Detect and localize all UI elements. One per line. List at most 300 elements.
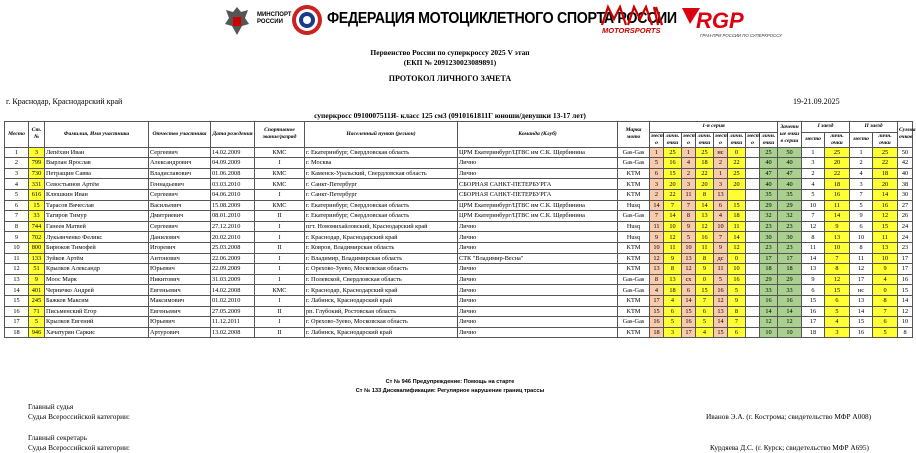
sum-cell: 10 — [898, 317, 913, 328]
series-place-cell: 6 — [650, 168, 664, 179]
series-total-cell: 10 — [778, 327, 802, 338]
ministry-name: МИНСПОРТ РОССИИ — [257, 12, 292, 25]
table-row — [5, 211, 913, 222]
series-points-cell: 0 — [728, 147, 746, 158]
series-points-cell: 23 — [760, 221, 778, 232]
series-place-cell: 4 — [714, 211, 728, 222]
patronymic-cell: Данилович — [149, 232, 211, 243]
name-cell: Петращин Савва — [45, 168, 149, 179]
team-cell: Лично — [458, 327, 618, 338]
city-cell: рп. Глубокий, Ростовская область — [305, 306, 458, 317]
series-place-cell — [746, 327, 760, 338]
sum-cell: 17 — [898, 253, 913, 264]
table-row — [5, 179, 913, 190]
series-points-cell — [728, 189, 746, 200]
name-cell: Лукьянченко Феликс — [45, 232, 149, 243]
table-row — [5, 274, 913, 285]
series-place-cell: 15 — [714, 327, 728, 338]
series-points-cell: 15 — [696, 285, 714, 296]
bike-cell: KTM — [618, 327, 650, 338]
sum-cell: 26 — [898, 211, 913, 222]
place-cell: 10 — [5, 242, 29, 253]
race1-points-cell: 8 — [825, 264, 850, 275]
patronymic-cell: Никитович — [149, 274, 211, 285]
series-place-cell: 16 — [682, 317, 696, 328]
patronymic-cell: Сергеевич — [149, 189, 211, 200]
bike-cell: KTM — [618, 253, 650, 264]
col-race1: I заезд — [802, 122, 850, 133]
col-r1-place: место — [802, 132, 825, 147]
sum-cell: 23 — [898, 242, 913, 253]
series-points-cell: 25 — [664, 147, 682, 158]
rgp-logo-icon — [680, 4, 782, 40]
birth-cell: 14.02.2009 — [211, 147, 255, 158]
place-cell: 8 — [5, 221, 29, 232]
col-s-place: мест о — [747, 132, 761, 146]
city-cell: г. Каменск-Уральский, Свердловская область — [305, 168, 458, 179]
city-cell: пгт. Новомихайловский, Краснодарский край — [305, 221, 458, 232]
rank-cell: I — [255, 158, 305, 169]
series-points-cell: 16 — [728, 274, 746, 285]
series-points-cell: 13 — [664, 274, 682, 285]
name-cell: Севостьянов Артём — [45, 179, 149, 190]
patronymic-cell: Геннадьевич — [149, 179, 211, 190]
race2-points-cell: 7 — [873, 306, 898, 317]
series-points-cell: 6 — [728, 327, 746, 338]
rank-cell: I — [255, 274, 305, 285]
race1-points-cell: 7 — [825, 253, 850, 264]
series-place-cell: 2 — [650, 189, 664, 200]
svg-text:MOTORSPORTS: MOTORSPORTS — [602, 26, 661, 35]
race2-place-cell: 8 — [850, 242, 873, 253]
series-place-cell: 12 — [682, 264, 696, 275]
bike-cell: Gas-Gas — [618, 317, 650, 328]
mmt-motorsports-logo-icon — [598, 5, 664, 35]
series-total-cell: 18 — [778, 264, 802, 275]
name-cell: Хачатурян Саркис — [45, 327, 149, 338]
city-cell: г. Екатеринбург, Свердловская область — [305, 200, 458, 211]
patronymic-cell: Максимович — [149, 295, 211, 306]
series-points-cell: 12 — [728, 242, 746, 253]
series-total-cell: 50 — [778, 147, 802, 158]
race2-points-cell: 11 — [873, 232, 898, 243]
patronymic-cell: Дмитриевич — [149, 211, 211, 222]
series-points-cell: 5 — [728, 285, 746, 296]
series-place-cell: 3 — [714, 179, 728, 190]
col-series: 1-я серия — [650, 122, 778, 133]
sum-cell: 24 — [898, 232, 913, 243]
series-points-cell: 0 — [728, 253, 746, 264]
series-points-cell: 16 — [664, 158, 682, 169]
series-place-cell — [746, 253, 760, 264]
birth-cell: 01.02.2010 — [211, 295, 255, 306]
birth-cell: 15.08.2009 — [211, 200, 255, 211]
series-points-cell: 20 — [728, 179, 746, 190]
race2-points-cell: 4 — [873, 274, 898, 285]
table-row — [5, 168, 913, 179]
series-points-cell: 14 — [728, 232, 746, 243]
race2-place-cell: 3 — [850, 179, 873, 190]
series-total-cell: 40 — [778, 179, 802, 190]
race1-place-cell: 5 — [802, 189, 825, 200]
race1-points-cell: 9 — [825, 221, 850, 232]
ekp-number: (ЕКП № 2091230023089891) — [403, 58, 497, 67]
col-s-points: личн. очки — [728, 132, 746, 147]
start-number-cell: 51 — [29, 264, 45, 275]
bike-cell: KTM — [618, 306, 650, 317]
race1-points-cell: 12 — [825, 274, 850, 285]
series-points-cell: 18 — [696, 158, 714, 169]
series-points-cell: 12 — [760, 317, 778, 328]
federation-logo-icon — [291, 4, 323, 36]
sum-cell: 27 — [898, 200, 913, 211]
start-number-cell: 9 — [29, 274, 45, 285]
table-row — [5, 253, 913, 264]
race1-place-cell: 7 — [802, 211, 825, 222]
race2-points-cell: 18 — [873, 168, 898, 179]
place-cell: 18 — [5, 327, 29, 338]
rank-cell: I — [255, 317, 305, 328]
rank-cell: I — [255, 221, 305, 232]
chief-secretary-title: Главный секретарь — [28, 433, 88, 442]
race1-place-cell: 17 — [802, 317, 825, 328]
series-place-cell — [746, 285, 760, 296]
bike-cell: KTM — [618, 179, 650, 190]
series-total-cell: 29 — [778, 200, 802, 211]
col-bike: Марка мото — [618, 122, 650, 148]
sum-cell: 42 — [898, 158, 913, 169]
series-place-cell: 10 — [650, 242, 664, 253]
birth-cell: 01.06.2008 — [211, 168, 255, 179]
series-points-cell: 6 — [664, 306, 682, 317]
birth-cell: 27.12.2010 — [211, 221, 255, 232]
birth-cell: 03.03.2010 — [211, 179, 255, 190]
series-points-cell: 15 — [728, 200, 746, 211]
race2-place-cell: 9 — [850, 211, 873, 222]
series-points-cell: 9 — [696, 264, 714, 275]
table-row — [5, 295, 913, 306]
team-cell: СТК "Владимир-Весна" — [458, 253, 618, 264]
series-points-cell: 18 — [728, 211, 746, 222]
chief-judge-name: Иванов Э.А. (г. Кострома; свидетельство МФР А008) — [706, 412, 872, 421]
series-points-cell: 13 — [696, 211, 714, 222]
series-place-cell — [746, 211, 760, 222]
col-place: Место — [5, 122, 29, 148]
series-place-cell — [746, 306, 760, 317]
race1-points-cell: 18 — [825, 179, 850, 190]
race1-place-cell: 2 — [802, 168, 825, 179]
sum-cell: 40 — [898, 168, 913, 179]
place-cell: 2 — [5, 158, 29, 169]
table-row — [5, 158, 913, 169]
series-place-cell: 5 — [682, 232, 696, 243]
series-points-cell: 5 — [664, 317, 682, 328]
bike-cell: Gas-Gas — [618, 274, 650, 285]
start-number-cell: 800 — [29, 242, 45, 253]
name-cell: Тагиров Тимур — [45, 211, 149, 222]
bike-cell: KTM — [618, 264, 650, 275]
table-header-row — [5, 122, 913, 133]
name-cell: Клюшкин Иван — [45, 189, 149, 200]
race1-place-cell: 8 — [802, 232, 825, 243]
series-points-cell: 12 — [696, 221, 714, 232]
series-points-cell: 35 — [760, 189, 778, 200]
series-place-cell: 6 — [682, 285, 696, 296]
name-cell: Моос Марк — [45, 274, 149, 285]
city-cell: г. Краснодар, Краснодарский край — [305, 285, 458, 296]
series-place-cell — [746, 317, 760, 328]
patronymic-cell: Евгеньевич — [149, 306, 211, 317]
series-total-cell: 32 — [778, 211, 802, 222]
bike-cell: KTM — [618, 168, 650, 179]
chief-judge-category: Судья Всероссийской категории: — [28, 412, 130, 421]
race2-place-cell: 6 — [850, 221, 873, 232]
series-place-cell — [746, 232, 760, 243]
series-total-cell: 47 — [778, 168, 802, 179]
place-cell: 4 — [5, 179, 29, 190]
results-table — [4, 121, 916, 338]
series-place-cell: 4 — [682, 158, 696, 169]
series-points-cell: 25 — [728, 168, 746, 179]
team-cell: Лично — [458, 285, 618, 296]
series-place-cell: 5 — [650, 158, 664, 169]
city-cell: г. Санкт-Петербург — [305, 179, 458, 190]
col-series-total: Зачетн ые очки в серии — [778, 122, 802, 148]
bike-cell: Husq — [618, 232, 650, 243]
col-s-points: личн. очки — [760, 132, 778, 147]
series-place-cell — [746, 200, 760, 211]
series-points-cell: 4 — [696, 327, 714, 338]
series-total-cell: 33 — [778, 285, 802, 296]
series-points-cell: 10 — [664, 221, 682, 232]
series-points-cell: 11 — [664, 242, 682, 253]
series-points-cell: 7 — [728, 317, 746, 328]
race1-place-cell: 4 — [802, 179, 825, 190]
col-r2-points: личн. очки — [873, 132, 898, 147]
series-place-cell: 2 — [714, 158, 728, 169]
race2-place-cell: 16 — [850, 327, 873, 338]
series-points-cell: 18 — [664, 285, 682, 296]
start-number-cell: 71 — [29, 306, 45, 317]
bike-cell: Husq — [618, 221, 650, 232]
rank-cell: I — [255, 295, 305, 306]
race2-points-cell: 12 — [873, 211, 898, 222]
series-points-cell: 10 — [728, 264, 746, 275]
rank-cell: II — [255, 242, 305, 253]
col-r2-place: место — [850, 132, 873, 147]
series-place-cell: 14 — [714, 317, 728, 328]
rank-cell: КМС — [255, 179, 305, 190]
series-points-cell: 8 — [728, 306, 746, 317]
series-total-cell: 14 — [778, 306, 802, 317]
birth-cell: 20.02.2010 — [211, 232, 255, 243]
series-points-cell: 22 — [664, 189, 682, 200]
series-points-cell: 22 — [728, 158, 746, 169]
team-cell: ЦРМ Екатеринбург/ЦТВС им С.К. Щербинина — [458, 211, 618, 222]
series-place-cell: 1 — [650, 147, 664, 158]
series-total-cell: 35 — [778, 189, 802, 200]
race2-place-cell: 4 — [850, 168, 873, 179]
series-points-cell: 18 — [760, 264, 778, 275]
place-cell: 14 — [5, 285, 29, 296]
race2-place-cell: 1 — [850, 147, 873, 158]
col-name: Фамилия, Имя участника — [45, 122, 149, 148]
sum-cell: 12 — [898, 306, 913, 317]
city-cell: г. Екатеринбург, Свердловская область — [305, 211, 458, 222]
table-row — [5, 189, 913, 200]
series-points-cell: 9 — [728, 295, 746, 306]
place-cell: 15 — [5, 295, 29, 306]
sum-cell: 17 — [898, 264, 913, 275]
rank-cell: КМС — [255, 168, 305, 179]
page-header — [0, 0, 900, 44]
series-place-cell: 3 — [650, 179, 664, 190]
sum-cell: 30 — [898, 189, 913, 200]
series-points-cell: 40 — [760, 179, 778, 190]
race1-place-cell: 1 — [802, 147, 825, 158]
series-place-cell — [746, 242, 760, 253]
bike-cell: KTM — [618, 242, 650, 253]
col-start-number: Ст. № — [29, 122, 45, 148]
series-points-cell: 30 — [760, 232, 778, 243]
russia-emblem-icon — [222, 4, 252, 38]
race1-place-cell: 10 — [802, 200, 825, 211]
race1-points-cell: 6 — [825, 295, 850, 306]
series-total-cell: 17 — [778, 253, 802, 264]
race1-place-cell: 3 — [802, 158, 825, 169]
series-place-cell: 14 — [650, 200, 664, 211]
team-cell: Лично — [458, 221, 618, 232]
team-cell: Лично — [458, 264, 618, 275]
start-number-cell: 133 — [29, 253, 45, 264]
series-points-cell: 9 — [664, 253, 682, 264]
series-points-cell: 20 — [696, 179, 714, 190]
series-points-cell: 29 — [760, 274, 778, 285]
series-place-cell: 1 — [714, 168, 728, 179]
table-row — [5, 232, 913, 243]
series-place-cell: 11 — [714, 264, 728, 275]
name-cell: Тарасов Вячеслав — [45, 200, 149, 211]
series-points-cell: 11 — [696, 242, 714, 253]
place-cell: 13 — [5, 274, 29, 285]
series-place-cell — [746, 295, 760, 306]
series-place-cell: 9 — [650, 232, 664, 243]
series-place-cell — [746, 264, 760, 275]
rank-cell: I — [255, 189, 305, 200]
birth-cell: 13.02.2008 — [211, 327, 255, 338]
team-cell: Лично — [458, 306, 618, 317]
city-cell: г. Ковров, Владимирская область — [305, 242, 458, 253]
series-place-cell: 11 — [682, 189, 696, 200]
team-cell: СБОРНАЯ САНКТ-ПЕТЕРБУРГА — [458, 179, 618, 190]
series-points-cell: 4 — [664, 295, 682, 306]
start-number-cell: 799 — [29, 158, 45, 169]
race1-points-cell: 14 — [825, 211, 850, 222]
series-place-cell: 5 — [714, 274, 728, 285]
team-cell: Лично — [458, 168, 618, 179]
series-points-cell: 29 — [760, 200, 778, 211]
series-points-cell: 5 — [696, 317, 714, 328]
series-place-cell: 10 — [714, 221, 728, 232]
place-cell: 3 — [5, 168, 29, 179]
race1-points-cell: 5 — [825, 306, 850, 317]
race2-points-cell: 16 — [873, 200, 898, 211]
table-row — [5, 221, 913, 232]
race2-place-cell: 10 — [850, 232, 873, 243]
class-title: суперкросс 0910007511Я- класс 125 см3 (0910161811Г юноши/девушки 13-17 лет) — [314, 111, 586, 120]
series-place-cell: 3 — [682, 179, 696, 190]
team-cell: Лично — [458, 295, 618, 306]
patronymic-cell: Сергеевич — [149, 221, 211, 232]
race1-points-cell: 25 — [825, 147, 850, 158]
start-number-cell: 331 — [29, 179, 45, 190]
series-place-cell: 15 — [682, 306, 696, 317]
start-number-cell: 15 — [29, 200, 45, 211]
series-points-cell: 6 — [696, 306, 714, 317]
series-points-cell: 23 — [760, 242, 778, 253]
series-points-cell: 12 — [664, 232, 682, 243]
patronymic-cell: Игоревич — [149, 242, 211, 253]
series-place-cell — [746, 189, 760, 200]
city-cell: г. Краснодар, Краснодарский край — [305, 232, 458, 243]
col-r1-points: личн. очки — [825, 132, 850, 147]
col-s-points: личн. очки — [664, 132, 682, 147]
series-place-cell: 13 — [714, 306, 728, 317]
name-cell: Бирюков Тимофей — [45, 242, 149, 253]
series-place-cell: 9 — [682, 221, 696, 232]
series-points-cell: 32 — [760, 211, 778, 222]
protocol-title: ПРОТОКОЛ ЛИЧНОГО ЗАЧЕТА — [388, 74, 512, 83]
series-place-cell: 9 — [714, 242, 728, 253]
event-date: 19-21.09.2025 — [793, 97, 840, 106]
series-place-cell: 8 — [650, 274, 664, 285]
series-place-cell: 17 — [682, 327, 696, 338]
col-patronymic: Отчество участника — [149, 122, 211, 148]
table-row — [5, 147, 913, 158]
series-points-cell: 20 — [664, 179, 682, 190]
race2-place-cell: 11 — [850, 253, 873, 264]
col-s-place: мест о — [651, 132, 665, 146]
patronymic-cell: Евгеньевич — [149, 285, 211, 296]
series-place-cell: нс — [714, 147, 728, 158]
series-points-cell: 14 — [664, 211, 682, 222]
race1-place-cell: 6 — [802, 285, 825, 296]
place-cell: 12 — [5, 264, 29, 275]
city-cell: г. Орехово-Зуево, Московская область — [305, 317, 458, 328]
name-cell: Письменский Егор — [45, 306, 149, 317]
city-cell: г. Лабинск, Краснодарский край — [305, 327, 458, 338]
team-cell: Лично — [458, 274, 618, 285]
col-rank: Спортивное звание/разряд — [255, 122, 305, 148]
birth-cell: 04.09.2009 — [211, 158, 255, 169]
series-place-cell: 12 — [714, 295, 728, 306]
series-place-cell: 12 — [650, 253, 664, 264]
series-place-cell: 1 — [682, 147, 696, 158]
col-sum: Сумма очков — [898, 122, 913, 148]
rank-cell: II — [255, 306, 305, 317]
bike-cell: Gas-Gas — [618, 285, 650, 296]
series-place-cell: 16 — [650, 317, 664, 328]
birth-cell: 04.06.2010 — [211, 189, 255, 200]
race1-place-cell: 12 — [802, 221, 825, 232]
sum-cell: 24 — [898, 221, 913, 232]
birth-cell: 22.09.2009 — [211, 264, 255, 275]
series-place-cell: 8 — [682, 211, 696, 222]
series-points-cell: 25 — [696, 147, 714, 158]
series-total-cell: 29 — [778, 274, 802, 285]
series-place-cell: 13 — [714, 189, 728, 200]
series-points-cell: 7 — [696, 295, 714, 306]
